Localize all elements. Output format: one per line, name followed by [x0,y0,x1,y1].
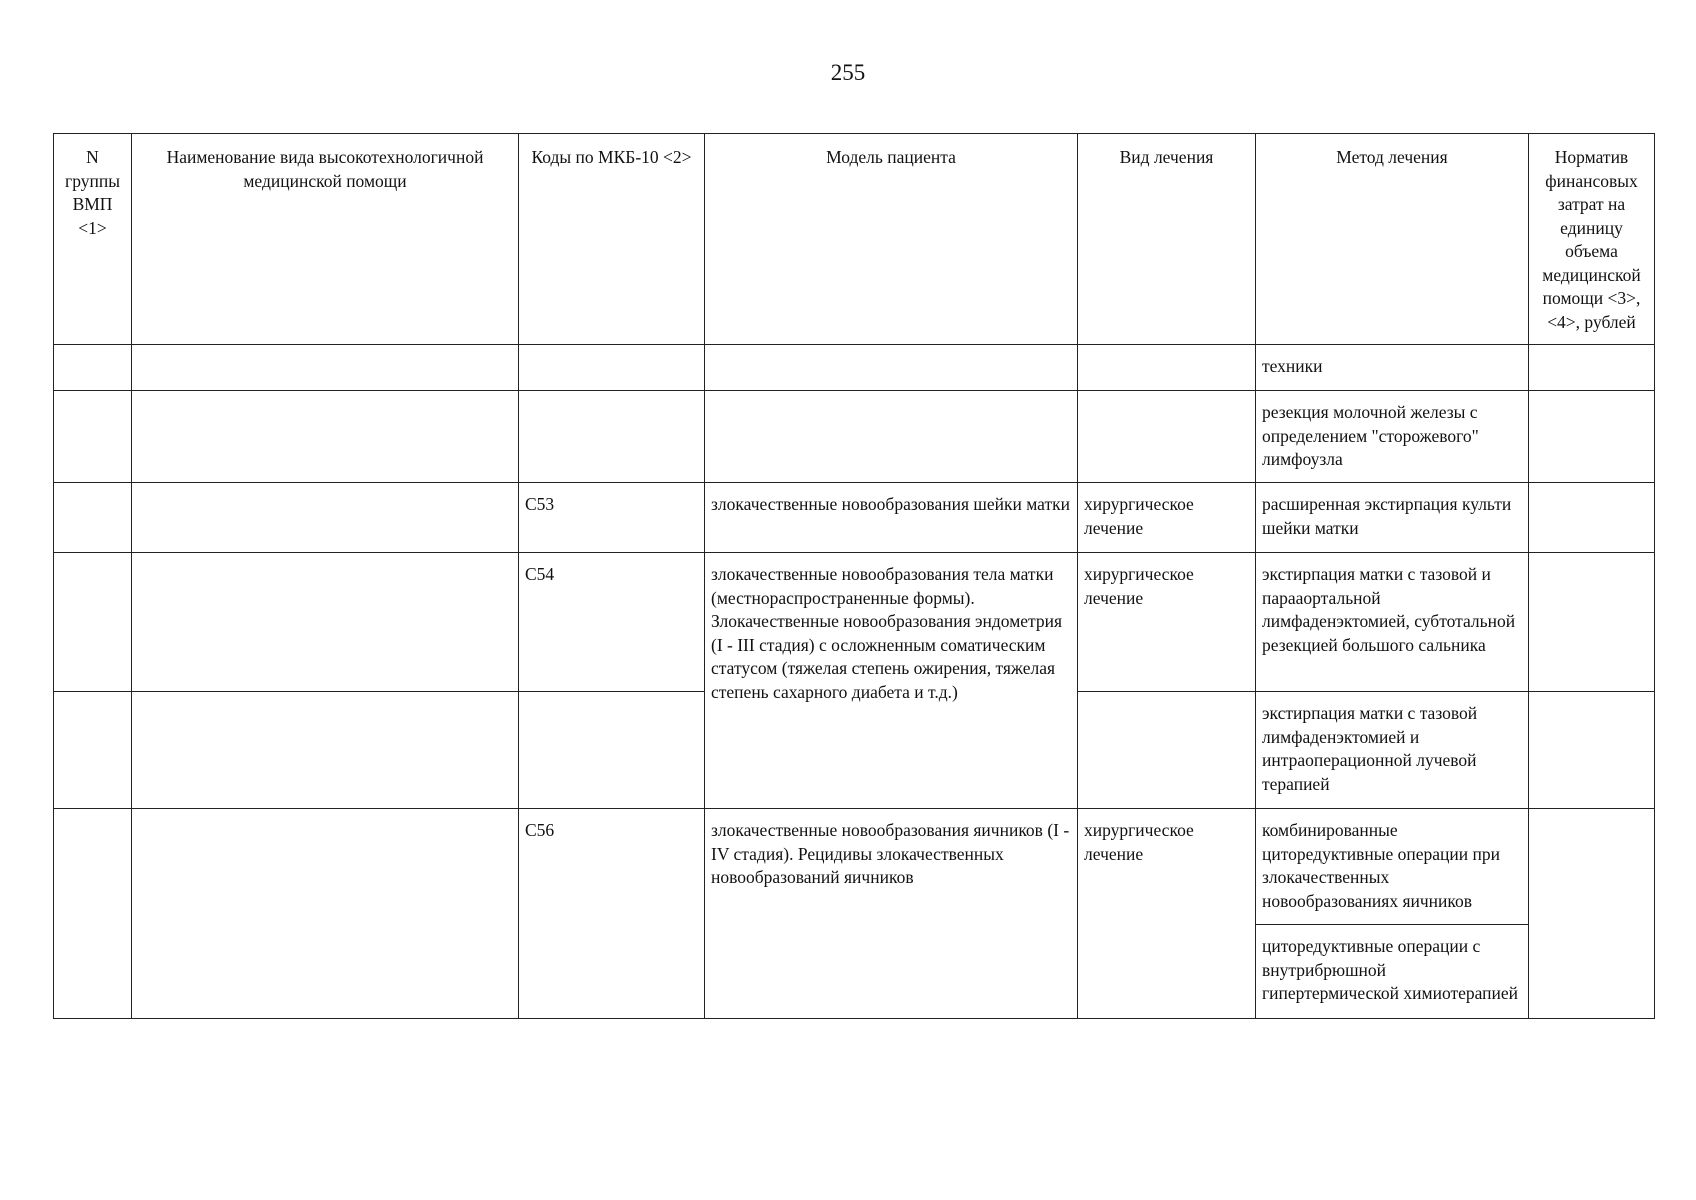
table-row [54,391,1655,483]
header-cost-standard: Норматив финансовых затрат на единицу объема медицинской помощи <3>, <4>, рублей [1529,134,1655,345]
header-icd-codes: Коды по МКБ-10 <2> [519,134,705,345]
table-row [54,345,1655,391]
cell-care-type-name [132,345,519,391]
cell-cost-standard [1529,345,1655,391]
cell-patient-model: злокачественные новообразования яичников (I - IV стадия). Рецидивы злокачественных новообразований яичников [705,809,1078,1019]
cell-treatment-type: хирургическое лечение [1078,483,1256,553]
cell-icd-code: C56 [519,809,705,1019]
cell-treatment-method: циторедуктивные операции с внутрибрюшной гипертермической химиотерапией [1256,925,1529,1019]
cell-group-number [54,553,132,692]
care-standards-table [53,133,1655,1019]
table-row [54,809,1655,925]
cell-care-type-name [132,692,519,809]
cell-cost-standard [1529,809,1655,1019]
cell-treatment-type: хирургическое лечение [1078,809,1256,1019]
header-group-number: N группы ВМП <1> [54,134,132,345]
header-patient-model: Модель пациента [705,134,1078,345]
header-treatment-type: Вид лечения [1078,134,1256,345]
cell-patient-model [705,391,1078,483]
cell-treatment-method: техники [1256,345,1529,391]
cell-care-type-name [132,553,519,692]
table-row [54,553,1655,692]
cell-cost-standard [1529,692,1655,809]
cell-group-number [54,809,132,1019]
cell-cost-standard [1529,553,1655,692]
cell-patient-model: злокачественные новообразования тела матки (местнораспространенные формы). Злокачественные новообразования эндометрия (I - III стадия) с осложненным соматическим статусом (тяжелая степень ожирения, тяжелая степень сахарного диабета и т.д.) [705,553,1078,809]
page-number: 255 [830,60,866,85]
cell-treatment-method: экстирпация матки с тазовой лимфаденэктомией и интраоперационной лучевой терапией [1256,692,1529,809]
cell-icd-code [519,692,705,809]
cell-treatment-method: резекция молочной железы с определением "сторожевого" лимфоузла [1256,391,1529,483]
cell-cost-standard [1529,483,1655,553]
cell-treatment-method: экстирпация матки с тазовой и парааортальной лимфаденэктомией, субтотальной резекцией большого сальника [1256,553,1529,692]
cell-icd-code [519,391,705,483]
cell-group-number [54,483,132,553]
cell-treatment-type [1078,692,1256,809]
header-treatment-method: Метод лечения [1256,134,1529,345]
cell-treatment-method: комбинированные циторедуктивные операции при злокачественных новообразованиях яичников [1256,809,1529,925]
cell-icd-code [519,345,705,391]
header-care-type-name: Наименование вида высокотехнологичной медицинской помощи [132,134,519,345]
cell-group-number [54,391,132,483]
cell-treatment-method: расширенная экстирпация культи шейки матки [1256,483,1529,553]
cell-treatment-type: хирургическое лечение [1078,553,1256,692]
cell-care-type-name [132,809,519,1019]
cell-care-type-name [132,483,519,553]
cell-icd-code: C53 [519,483,705,553]
table-row [54,483,1655,553]
cell-group-number [54,345,132,391]
table-header-row [54,134,1655,345]
cell-patient-model: злокачественные новообразования шейки матки [705,483,1078,553]
cell-cost-standard [1529,391,1655,483]
cell-patient-model [705,345,1078,391]
cell-group-number [54,692,132,809]
cell-icd-code: C54 [519,553,705,692]
cell-care-type-name [132,391,519,483]
cell-treatment-type [1078,391,1256,483]
cell-treatment-type [1078,345,1256,391]
